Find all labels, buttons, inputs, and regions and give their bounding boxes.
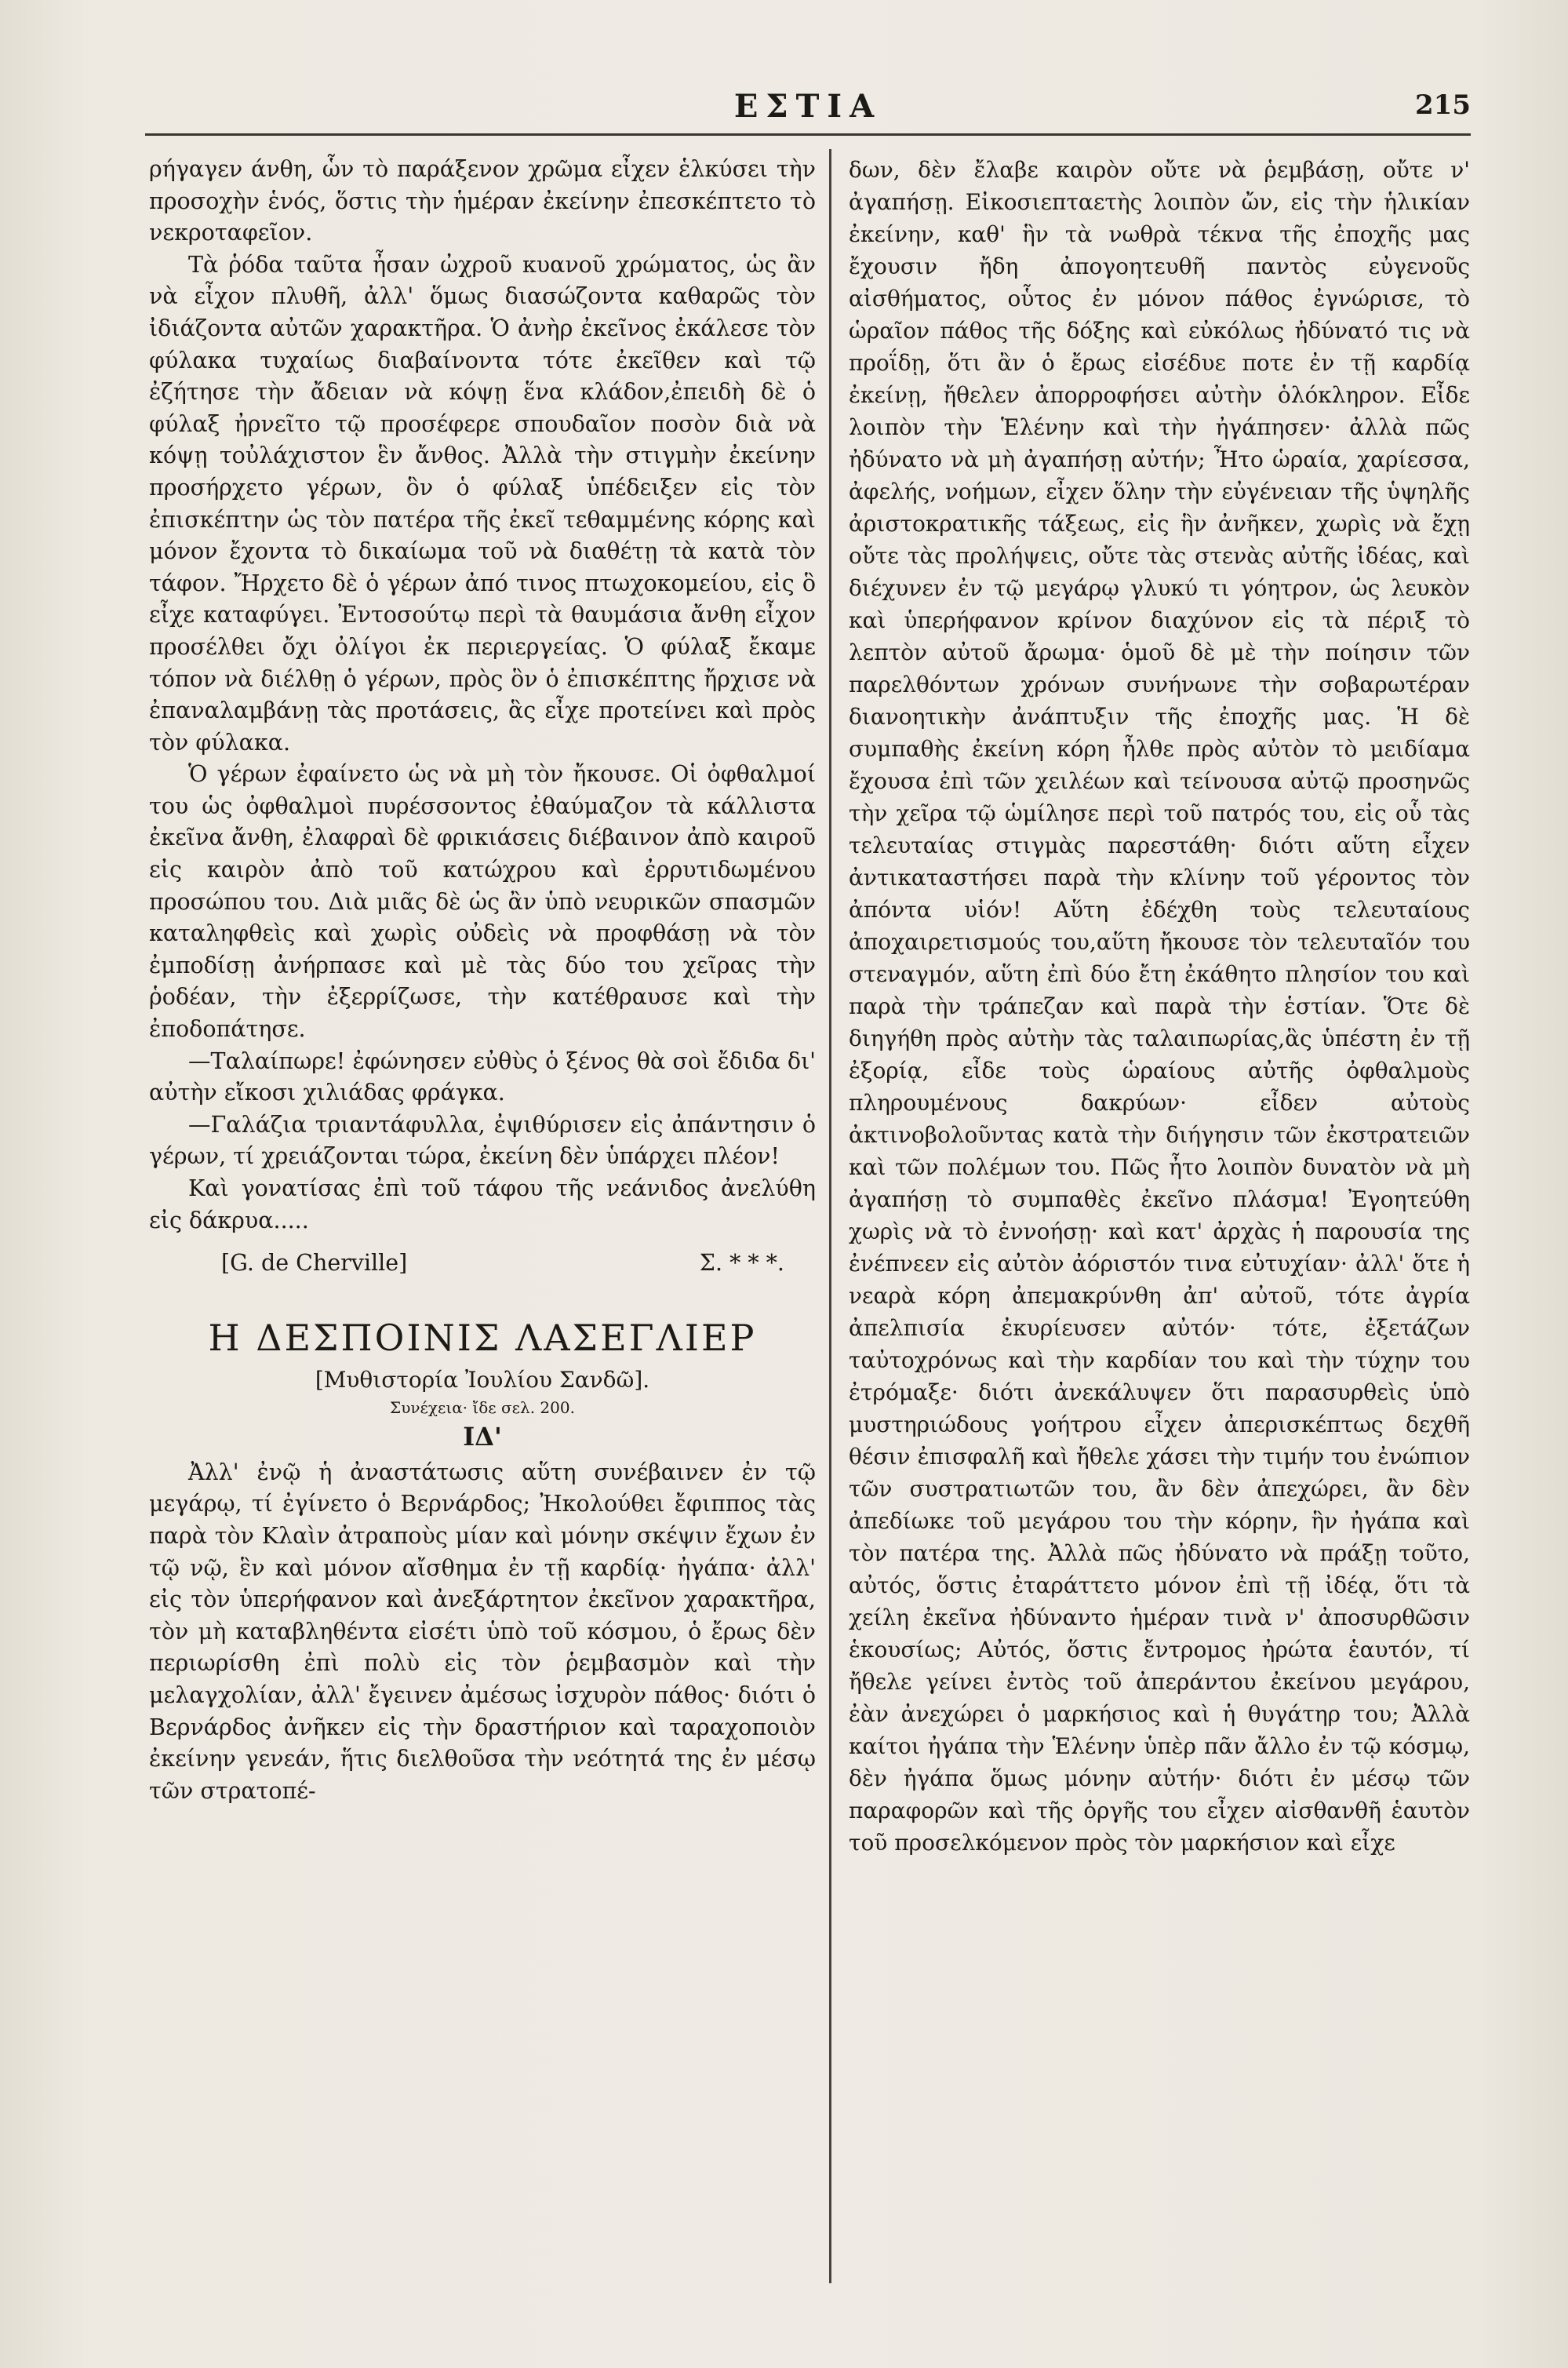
paragraph: —Ταλαίπωρε! ἐφώνησεν εὐθὺς ὁ ξένος θὰ σοὶ ἔδιδα δι' αὐτὴν εἴκοσι χιλιάδας φράγκα.	[149, 1047, 816, 1106]
continuation-note: Συνέχεια· ἴδε σελ. 200.	[390, 1397, 575, 1417]
signature-source: [G. de Cherville]	[221, 1250, 408, 1277]
paragraph: Ὁ γέρων ἐφαίνετο ὡς νὰ μὴ τὸν ἤκουσε. Οἱ ὀφθαλμοί του ὡς ὀφθαλμοὶ πυρέσσοντος ἐθαύμαζον τὰ κάλλιστα ἐκεῖνα ἄνθη, ἐλαφραὶ δὲ φρικιάσεις διέβαινον ἀπὸ καιροῦ εἰς καιρὸν ἀπὸ τοῦ κατώχρου καὶ ἐρρυτιδωμένου προσώπου του. Διὰ μιᾶς δὲ ὡς ἂν ὑπὸ νευρικῶν σπασμῶν καταληφθεὶς καὶ χωρὶς οὐδεὶς νὰ προφθάσῃ νὰ τὸν ἐμποδίσῃ ἀνήρπασε καὶ μὲ τὰς δύο του χεῖρας τὴν ῥοδέαν, τὴν ἐξερρίζωσε, τὴν κατέθραυσε καὶ τὴν ἐποδοπάτησε.	[149, 761, 816, 1043]
page-header	[145, 82, 1471, 129]
right-column	[849, 154, 1470, 1859]
paragraph: Καὶ γονατίσας ἐπὶ τοῦ τάφου τῆς νεάνιδος ἀνελύθη εἰς δάκρυα.....	[149, 1175, 816, 1233]
column-divider	[829, 149, 831, 2283]
story-title: Η ΔΕΣΠΟΙΝΙΣ ΛΑΣΕΓΛΙΕΡ	[208, 1316, 757, 1359]
left-column	[149, 154, 816, 1807]
paragraph: Ἀλλ' ἐνῷ ἡ ἀναστάτωσις αὕτη συνέβαινεν ἐν τῷ μεγάρῳ, τί ἐγίνετο ὁ Βερνάρδος; Ἠκολούθει ἔφιππος τὰς παρὰ τὸν Κλαὶν ἀτραποὺς μίαν καὶ μόνην σκέψιν ἔχων ἐν τῷ νῷ, ἓν καὶ μόνον αἴσθημα ἐν τῇ καρδίᾳ· ἠγάπα· ἀλλ' εἰς τὸν ὑπερήφανον καὶ ἀνεξάρτητον ἐκεῖνον χαρακτῆρα, τὸν μὴ καταβληθέντα εἰσέτι ὑπὸ τοῦ κόσμου, ὁ ἔρως δὲν περιωρίσθη ἐπὶ πολὺ εἰς τὸν ῥεμβασμὸν καὶ τὴν μελαγχολίαν, ἀλλ' ἔγεινεν ἀμέσως ἰσχυρὸν πάθος· διότι ὁ Βερνάρδος ἀνῆκεν εἰς τὴν δραστήριον καὶ ταραχοποιὸν ἐκείνην γενεάν, ἥτις διελθοῦσα τὴν νεότητά της ἐν μέσῳ τῶν στρατοπέ-	[149, 1459, 816, 1804]
paragraph: ρήγαγεν άνθη, ὧν τὸ παράξενον χρῶμα εἶχεν ἑλκύσει τὴν προσοχὴν ἑνός, ὅστις τὴν ἡμέραν ἐκείνην ἐπεσκέπτετο τὸ νεκροταφεῖον.	[149, 156, 816, 246]
paragraph: Τὰ ῥόδα ταῦτα ἦσαν ὠχροῦ κυανοῦ χρώματος, ὡς ἂν νὰ εἶχον πλυθῆ, ἀλλ' ὅμως διασώζοντα καθαρῶς τὸν ἰδιάζοντα αὐτῶν χαρακτῆρα. Ὁ ἀνὴρ ἐκεῖνος ἐκάλεσε τὸν φύλακα τυχαίως διαβαίνοντα τότε ἐκεῖθεν καὶ τῷ ἐζήτησε τὴν ἄδειαν νὰ κόψῃ ἕνα κλάδον,ἐπειδὴ δὲ ὁ φύλαξ ἠρνεῖτο τῷ προσέφερε σπουδαῖον ποσὸν διὰ νὰ κόψῃ τοὐλάχιστον ἓν ἄνθος. Ἀλλὰ τὴν στιγμὴν ἐκείνην προσήρχετο γέρων, ὃν ὁ φύλαξ ὑπέδειξεν εἰς τὸν ἐπισκέπτην ὡς τὸν πατέρα τῆς ἐκεῖ τεθαμμένης κόρης καὶ μόνον ἔχοντα τὸ δικαίωμα τοῦ νὰ διαθέτῃ τὰ κατὰ τὸν τάφον. Ἤρχετο δὲ ὁ γέρων ἀπό τινος πτωχοκομείου, εἰς ὃ εἶχε καταφύγει. Ἐντοσούτῳ περὶ τὰ θαυμάσια ἄνθη εἶχον προσέλθει ὄχι ὀλίγοι ἐκ περιεργείας. Ὁ φύλαξ ἔκαμε τόπον νὰ διέλθῃ ὁ γέρων, πρὸς ὃν ὁ ἐπισκέπτης ἤρχισε νὰ ἐπαναλαμβάνῃ τὰς προτάσεις, ἃς εἶχε προτείνει καὶ πρὸς τὸν φύλακα.	[149, 251, 816, 756]
page-number: 215	[1415, 89, 1471, 121]
paragraph: δων, δὲν ἔλαβε καιρὸν οὔτε νὰ ῥεμβάσῃ, οὔτε ν' ἀγαπήσῃ. Εἰκοσιεπταετὴς λοιπὸν ὤν, εἰς τὴν ἡλικίαν ἐκείνην, καθ' ἣν τὰ νωθρὰ τέκνα τῆς ἐποχῆς μας ἔχουσιν ἤδη ἀπογοητευθῆ παντὸς εὐγενοῦς αἰσθήματος, οὗτος ἐν μόνον πάθος ἐγνώρισε, τὸ ὡραῖον πάθος τῆς δόξης καὶ εὐκόλως ἠδύνατό τις νὰ προΐδῃ, ὅτι ἂν ὁ ἔρως εἰσέδυε ποτε ἐν τῇ καρδίᾳ ἐκείνῃ, ἤθελεν ἀπορροφήσει αὐτὴν ὁλόκληρον. Εἶδε λοιπὸν τὴν Ἑλένην καὶ τὴν ἠγάπησεν· ἀλλὰ πῶς ἠδύνατο νὰ μὴ ἀγαπήσῃ αὐτήν; Ἦτο ὡραία, χαρίεσσα, ἀφελής, νοήμων, εἶχεν ὅλην τὴν εὐγένειαν τῆς ὑψηλῆς ἀριστοκρατικῆς τάξεως, εἰς ἣν ἀνῆκεν, χωρὶς νὰ ἔχῃ οὔτε τὰς προλήψεις, οὔτε τὰς στενὰς αὐτῆς ἰδέας, καὶ διέχυνεν ἐν τῷ μεγάρῳ γλυκύ τι γόητρον, ὡς λευκὸν καὶ ὑπερήφανον κρίνον διαχύνον εἰς τὰ πέριξ τὸ λεπτὸν αὐτοῦ ἄρωμα· ὁμοῦ δὲ μὲ τὴν ποίησιν τῶν παρελθόντων χρόνων συνήνωνε τὴν σοβαρωτέραν διανοητικὴν ἀνάπτυξιν τῆς ἐποχῆς μας. Ἡ δὲ συμπαθὴς ἐκείνη κόρη ἦλθε πρὸς αὐτὸν τὸ μειδίαμα ἔχουσα ἐπὶ τῶν χειλέων καὶ τείνουσα αὐτῷ προσηνῶς τὴν χεῖρα τῷ ὡμίλησε περὶ τοῦ πατρός του, εἰς οὗ τὰς τελευταίας στιγμὰς παρεστάθη· διότι αὕτη εἶχεν ἀντικαταστήσει παρὰ τὴν κλίνην τοῦ γέροντος τὸν ἀπόντα υἱόν! Αὕτη ἐδέχθη τοὺς τελευταίους ἀποχαιρετισμούς του,αὕτη ἤκουσε τὸν τελευταῖόν του στεναγμόν, αὕτη ἐπὶ δύο ἔτη ἐκάθητο πλησίον του καὶ παρὰ τὴν τράπεζαν καὶ παρὰ τὴν ἑστίαν. Ὅτε δὲ διηγήθη πρὸς αὐτὴν τὰς ταλαιπωρίας,ἃς ὑπέστη ἐν τῇ ἐξορίᾳ, εἶδε τοὺς ὡραίους αὐτῆς ὀφθαλμοὺς πληρουμένους δακρύων· εἶδεν αὐτοὺς ἀκτινοβολοῦντας κατὰ τὴν διήγησιν τῶν ἐκστρατειῶν καὶ τῶν πολέμων του. Πῶς ἦτο λοιπὸν δυνατὸν νὰ μὴ ἀγαπήσῃ τὸ συμπαθὲς ἐκεῖνο πλάσμα! Ἐγοητεύθη χωρὶς νὰ τὸ ἐννοήσῃ· καὶ κατ' ἀρχὰς ἡ παρουσία της ἐνέπνεεν εἰς αὐτὸν ἀόριστόν τινα εὐτυχίαν· ἀλλ' ὅτε ἡ νεαρὰ κόρη ἀπεμακρύνθη ἀπ' αὐτοῦ, τότε ἀγρία ἀπελπισία ἐκυρίευσεν αὐτόν· τότε, ἐξετάζων ταὐτοχρόνως καὶ τὴν καρδίαν του καὶ τὴν τύχην του ἐτρόμαξε· διότι ἀνεκάλυψεν ὅτι παρασυρθεὶς ὑπὸ μυστηριώδους γοήτρου εἶχεν ἀπερισκέπτως δεχθῆ θέσιν ἐπισφαλῆ καὶ ἤθελε χάσει τὴν τιμήν του ἐνώπιον τῶν συστρατιωτῶν του, ἂν δὲν ἀπεχώρει, ἂν δὲν ἀπεδίωκε τοῦ μεγάρου του τὴν κόρην, ἣν ἠγάπα καὶ τὸν πατέρα της. Ἀλλὰ πῶς ἠδύνατο νὰ πράξῃ τοῦτο, αὐτός, ὅστις ἐταράττετο μόνον ἐπὶ τῇ ἰδέᾳ, ὅτι τὰ χείλη ἐκεῖνα ἠδύναντο ἡμέραν τινὰ ν' ἀποσυρθῶσιν ἑκουσίως; Αὐτός, ὅστις ἔντρομος ἠρώτα ἑαυτόν, τί ἤθελε γείνει ἐντὸς τοῦ ἀπεράντου ἐκείνου μεγάρου, ἐὰν ἀνεχώρει ὁ μαρκήσιος καὶ ἡ θυγάτηρ του; Ἀλλὰ καίτοι ἠγάπα τὴν Ἑλένην ὑπὲρ πᾶν ἄλλο ἐν τῷ κόσμῳ, δὲν ἠγάπα ὅμως μόνην αὐτήν· διότι ἐν μέσῳ τῶν παραφορῶν καὶ τῆς ὀργῆς του εἶχεν αἰσθανθῆ ἑαυτὸν τοῦ προσελκόμενον πρὸς τὸν μαρκήσιον καὶ εἶχε	[849, 157, 1470, 1856]
signature-author: Σ. * * *.	[699, 1250, 784, 1277]
periodical-title: ΕΣΤΙΑ	[733, 88, 882, 125]
chapter-heading: ΙΔ'	[463, 1421, 502, 1452]
signature-line	[149, 1248, 816, 1280]
paragraph: —Γαλάζια τριαντάφυλλα, ἐψιθύρισεν εἰς ἀπάντησιν ὁ γέρων, τί χρειάζονται τώρα, ἐκείνη δὲν ὑπάρχει πλέον!	[149, 1111, 816, 1170]
header-rule	[145, 133, 1471, 136]
story-subtitle: [Μυθιστορία Ἰουλίου Σανδῶ].	[315, 1366, 650, 1393]
